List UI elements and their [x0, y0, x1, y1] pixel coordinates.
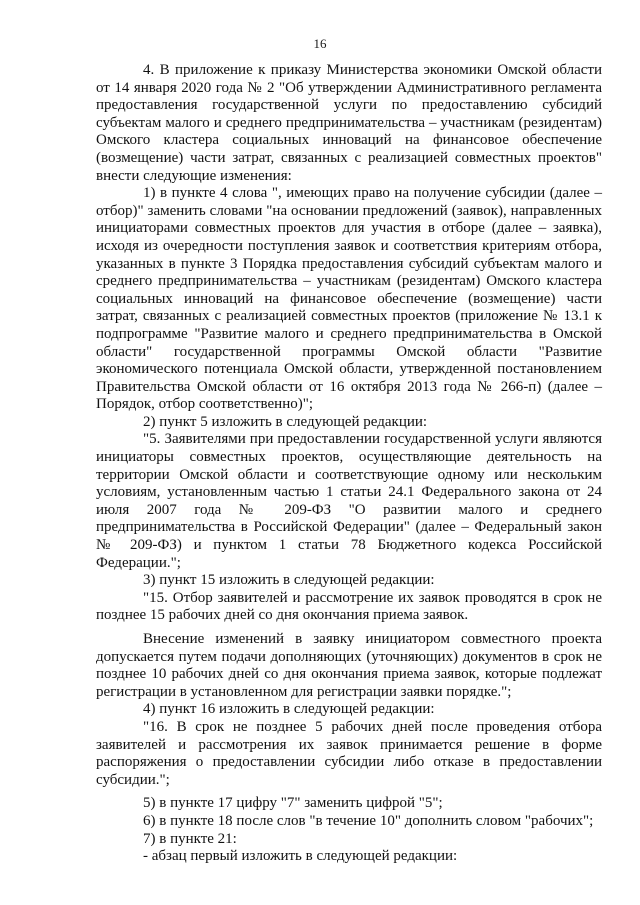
paragraph-item-4-intro: 4. В приложение к приказу Министерства экономики Омской области от 14 января 2020 года № 2 "Об утверждении Административного регламента предоставления государственной услуги по предоставлению субсидий субъектам малого и среднего предпринимательства – участникам (резидентам) Омского кластера социальных инноваций на финансовое обеспечение (возмещение) части затрат, связанных с реализацией совместных проектов" внести следующие изменения: — [96, 62, 602, 184]
paragraph-subitem-1: 1) в пункте 4 слова ", имеющих право на получение субсидии (далее – отбор)" заменить словами "на основании предложений (заявок), направленных инициаторами совместных проектов для участия в отборе (далее – заявка), исходя из очередности поступления заявок и соответствия критериям отбора, указанных в пункте 3 Порядка предоставления субсидий субъектам малого и среднего предпринимательства – участникам (резидентам) Омского кластера социальных инноваций на финансовое обеспечение (возмещение) части затрат, связанных с реализацией совместных проектов (приложение № 13.1 к подпрограмме "Развитие малого и среднего предпринимательства в Омской области" государственной программы Омской области "Развитие экономического потенциала Омской области, утвержденной постановлением Правительства Омской области от 16 октября 2013 года № 266-п) (далее – Порядок, отбор соответственно)"; — [96, 185, 602, 413]
paragraph-subitem-3: 3) пункт 15 изложить в следующей редакции: — [143, 572, 435, 589]
paragraph-clause-5: "5. Заявителями при предоставлении государственной услуги являются инициаторы совместных проектов, осуществляющие деятельность на территории Омской области и соответствующие одному или нескольким условиям, установленным частью 1 статьи 24.1 Федерального закона от 24 июля 2007 года № 209-ФЗ "О развитии малого и среднего предпринимательства в Российской Федерации" (далее – Федеральный закон № 209-ФЗ) и пунктом 1 статьи 78 Бюджетного кодекса Российской Федерации."; — [96, 431, 602, 571]
paragraph-clause-16: "16. В срок не позднее 5 рабочих дней после проведения отбора заявителей и рассмотрения их заявок принимается решение в форме распоряжения о предоставлении субсидии либо отказе в предоставлении субсидии."; — [96, 718, 602, 788]
document-body — [96, 62, 602, 866]
paragraph-subitem-5: 5) в пункте 17 цифру "7" заменить цифрой "5"; — [143, 795, 443, 812]
paragraph-subitem-2: 2) пункт 5 изложить в следующей редакции: — [143, 413, 428, 430]
paragraph-subitem-7: 7) в пункте 21: — [143, 830, 237, 847]
page-number: 16 — [313, 36, 327, 51]
paragraph-clause-15: "15. Отбор заявителей и рассмотрение их заявок проводятся в срок не позднее 15 рабочих дней со дня окончания приема заявок. — [96, 589, 602, 624]
paragraph-subitem-6: 6) в пункте 18 после слов "в течение 10" дополнить словом "рабочих"; — [143, 812, 594, 829]
paragraph-clause-15-amendments: Внесение изменений в заявку инициатором совместного проекта допускается путем подачи дополняющих (уточняющих) документов в срок не позднее 10 рабочих дней со дня окончания приема заявок, которые подлежат регистрации в установленном для регистрации заявки порядке."; — [96, 631, 602, 700]
paragraph-subitem-4: 4) пункт 16 изложить в следующей редакции: — [143, 701, 435, 718]
paragraph-first-abzac: - абзац первый изложить в следующей редакции: — [143, 848, 458, 865]
